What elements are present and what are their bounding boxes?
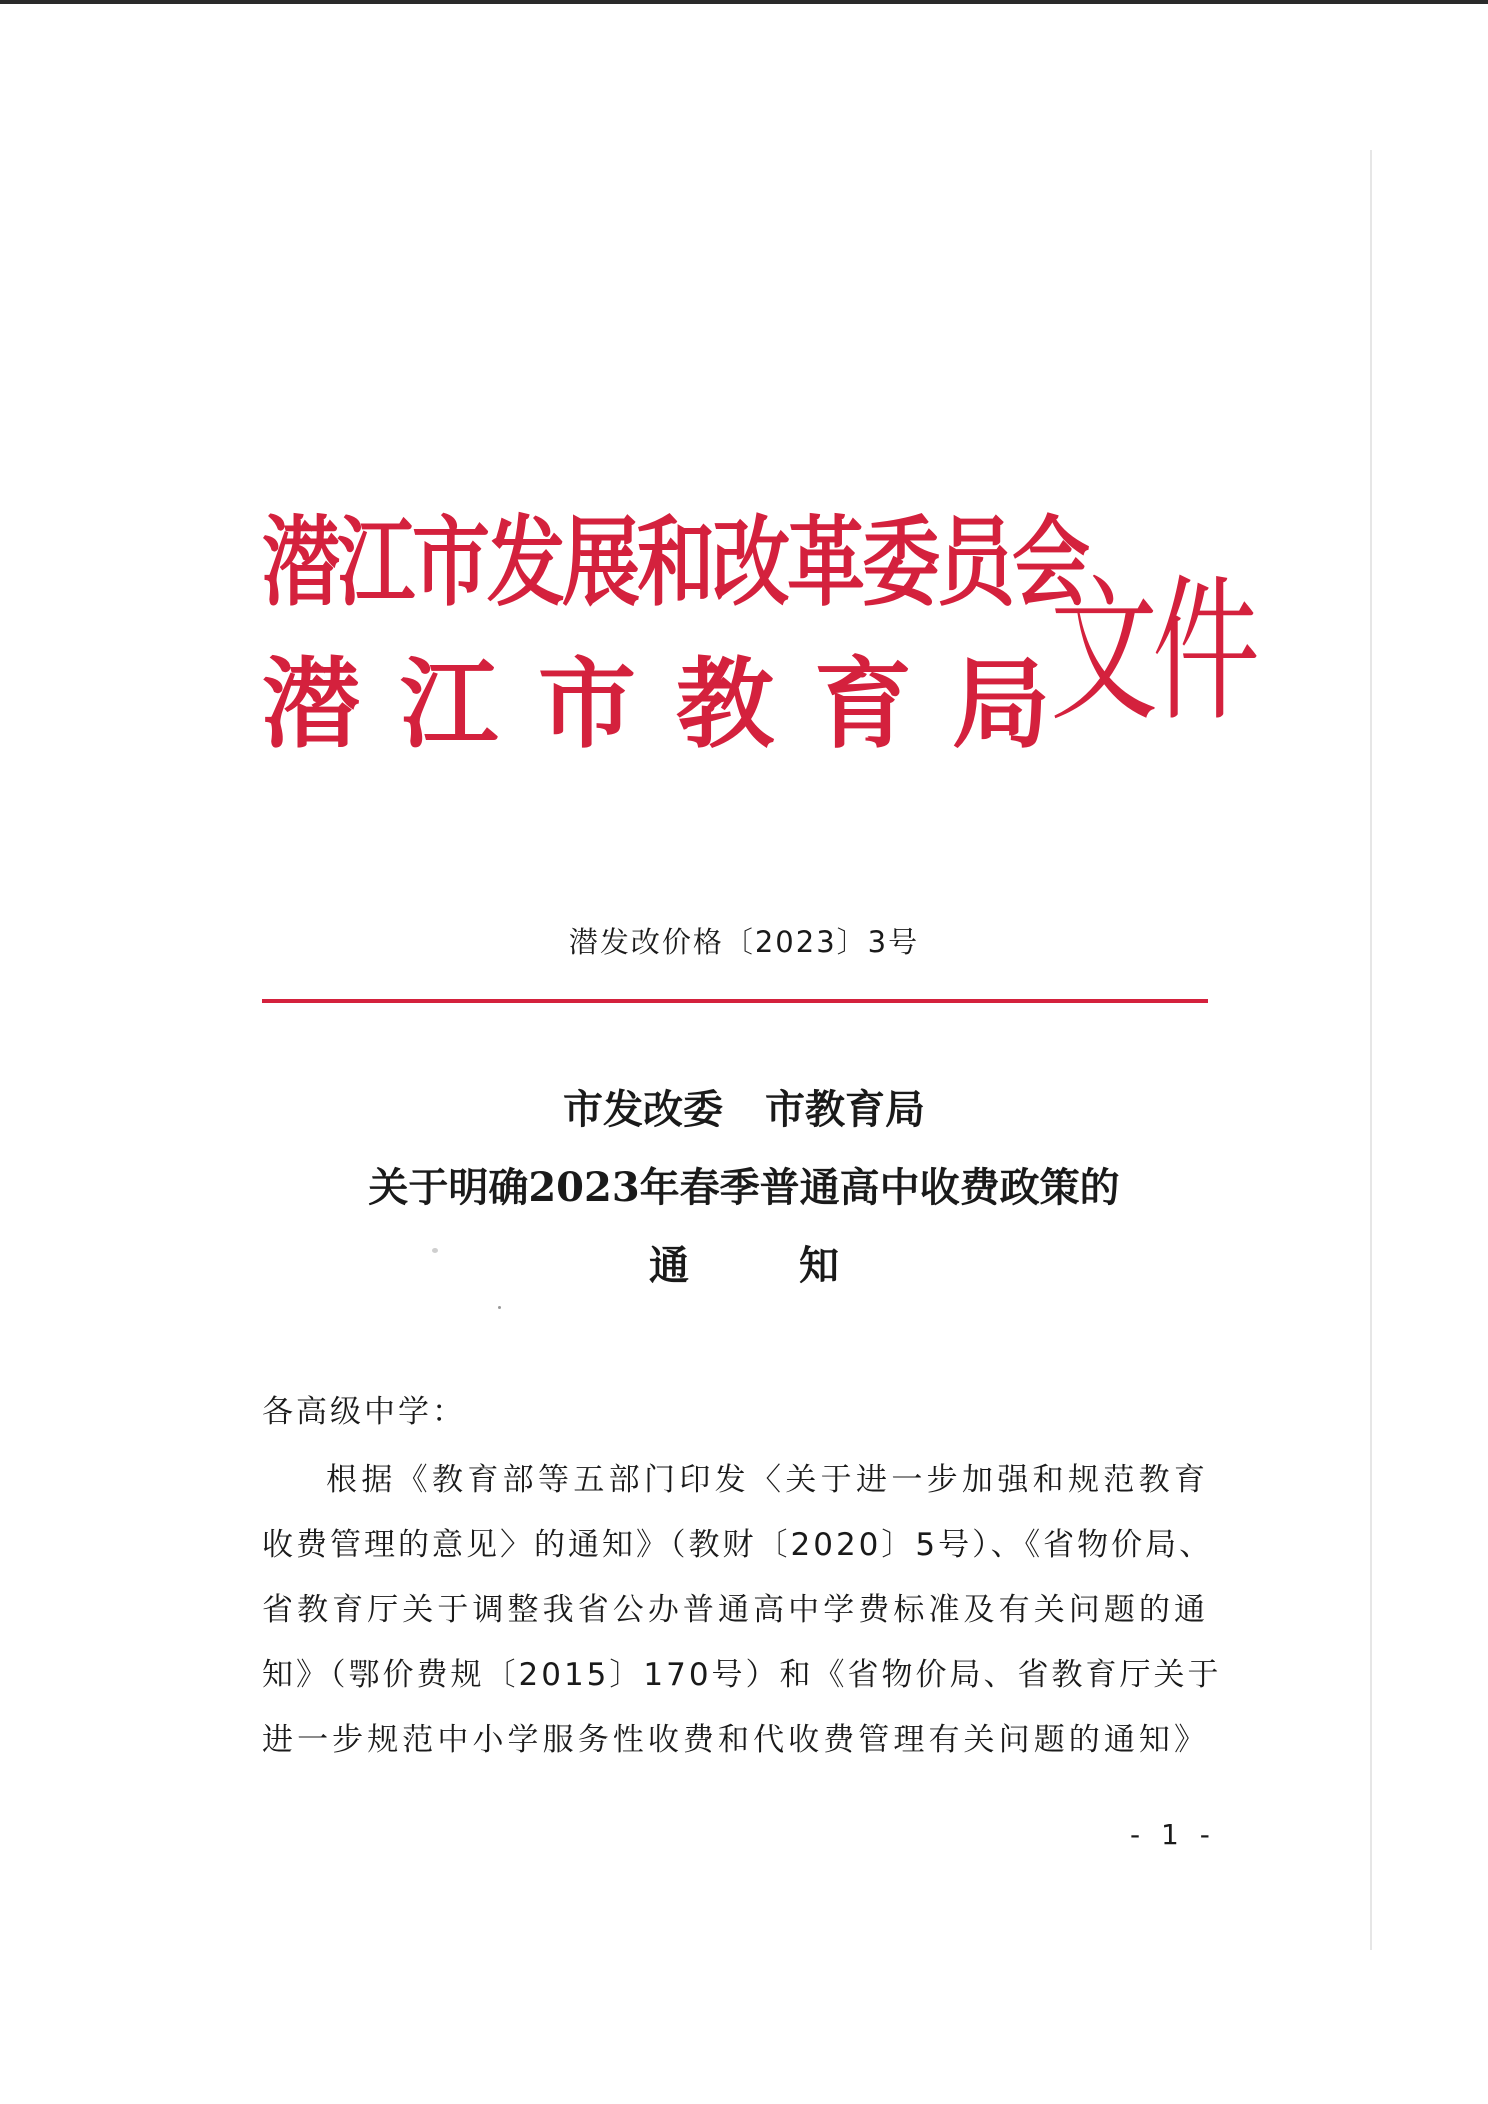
title-word-b: 知 bbox=[799, 1242, 839, 1289]
document-type-label: 文件 bbox=[1050, 561, 1255, 744]
title-line-3 bbox=[0, 1242, 1488, 1289]
issuing-authority-header bbox=[262, 506, 1255, 815]
title-line-2: 关于明确2023年春季普通高中收费政策的 bbox=[368, 1164, 1120, 1211]
issuer-name-1: 潜江市发展和改革委员会 bbox=[262, 506, 1088, 620]
title-issuer-a: 市发改委 bbox=[563, 1086, 723, 1133]
body-line: 省教育厅关于调整我省公办普通高中学费标准及有关问题的通 bbox=[262, 1592, 1208, 1628]
body-line: 知》（鄂价费规〔2015〕170号）和《省物价局、省教育厅关于 bbox=[262, 1657, 1222, 1693]
body-line: 进一步规范中小学服务性收费和代收费管理有关问题的通知》 bbox=[262, 1722, 1208, 1758]
body-paragraph bbox=[262, 1448, 1222, 1773]
issuer-name-2: 潜江市教育局 bbox=[262, 647, 1091, 762]
addressee: 各高级中学： bbox=[262, 1394, 466, 1430]
title-issuer-b: 市教育局 bbox=[765, 1086, 925, 1133]
scan-edge-right bbox=[1370, 150, 1372, 1950]
red-divider-line bbox=[262, 999, 1208, 1003]
body-line: 根据《教育部等五部门印发〈关于进一步加强和规范教育 bbox=[326, 1462, 1208, 1498]
page-number: - 1 - bbox=[1130, 1818, 1216, 1851]
scan-speck bbox=[498, 1306, 501, 1309]
scan-edge-top bbox=[0, 0, 1488, 4]
body-line: 收费管理的意见〉的通知》（教财〔2020〕5号）、《省物价局、 bbox=[262, 1527, 1214, 1563]
title-line-1 bbox=[0, 1086, 1488, 1133]
title-word-a: 通 bbox=[649, 1242, 689, 1289]
scan-speck bbox=[432, 1248, 438, 1253]
document-number: 潜发改价格〔2023〕3号 bbox=[568, 925, 920, 959]
